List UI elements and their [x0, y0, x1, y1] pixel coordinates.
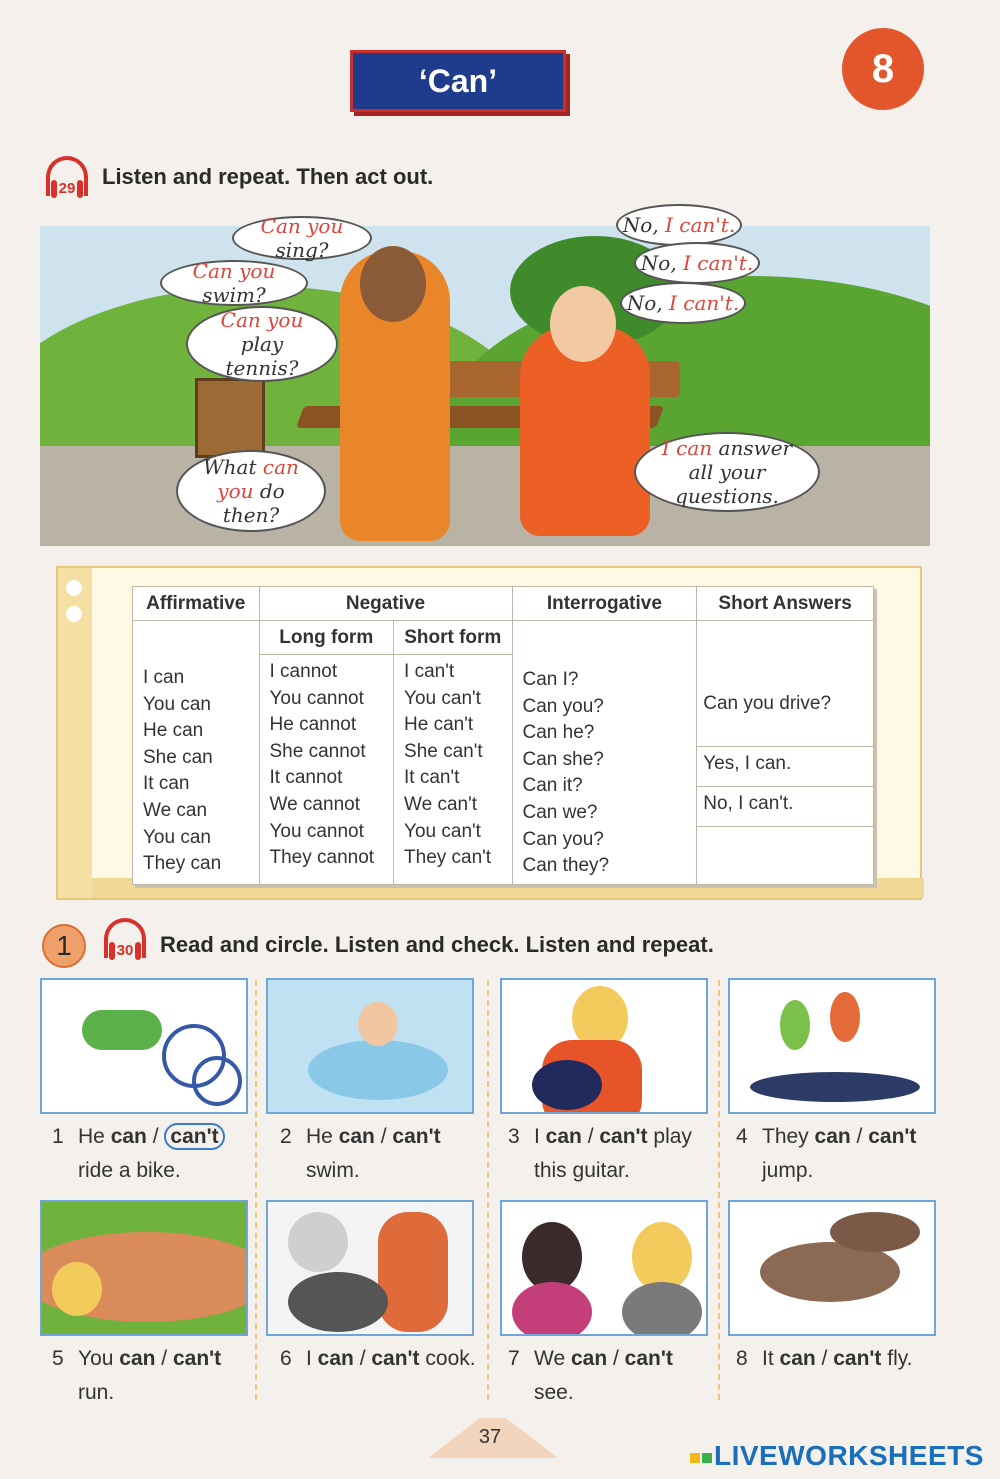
picture-cooking [266, 1200, 474, 1336]
headphones-icon[interactable] [40, 156, 94, 206]
speech-bubble-tennis: Can you play tennis? [186, 306, 338, 382]
item-6-caption: 6 I can / can't cook. [280, 1347, 476, 1370]
item-8-caption: 8 It can / can't fly. [736, 1347, 913, 1370]
short-answer-no: No, I can't. [697, 787, 873, 827]
headphones-icon[interactable] [98, 918, 152, 968]
item-2-caption: 2 He can / can't swim. [280, 1125, 441, 1182]
exercise1-instruction: Read and circle. Listen and check. Listen and repeat. [160, 932, 714, 957]
exercise-number: 1 [42, 924, 86, 968]
trash-bin-shape [195, 378, 265, 458]
header-short-answers: Short Answers [697, 587, 874, 621]
picture-blindfold [500, 1200, 708, 1336]
grammar-table [132, 586, 874, 885]
unit-number-badge: 8 [842, 28, 924, 110]
option-can[interactable]: can [570, 1347, 608, 1370]
option-can[interactable]: can [317, 1347, 354, 1370]
picture-swimming [266, 978, 474, 1114]
picture-trampoline [728, 978, 936, 1114]
option-cant-circled[interactable]: can't [164, 1123, 224, 1150]
header-interrogative: Interrogative [512, 587, 697, 621]
grammar-box [56, 566, 922, 900]
short-form-column: I can't You can't He can't She can't It can't We can't You can't They can't [394, 655, 512, 885]
option-can[interactable]: can [119, 1347, 156, 1370]
item-7-caption: 7 We can / can't see. [508, 1347, 673, 1404]
speech-bubble-answer-all: I can answer all your questions. [634, 432, 820, 512]
short-answer-yes: Yes, I can. [697, 747, 873, 787]
option-can[interactable]: can [110, 1125, 147, 1148]
speech-bubble-swim: Can you swim? [160, 260, 308, 306]
item-1-caption: 1 He can / can't ride a bike. [52, 1120, 225, 1188]
option-can[interactable]: can [338, 1125, 375, 1148]
section1-instruction: Listen and repeat. Then act out. [102, 164, 434, 189]
header-short-form: Short form [394, 621, 512, 655]
long-form-column: I cannot You cannot He cannot She cannot It cannot We cannot You cannot They cannot [259, 655, 394, 885]
speech-bubble-sing: Can you sing? [232, 216, 372, 260]
option-cant[interactable]: can't [392, 1125, 441, 1148]
audio-track-number: 29 [40, 180, 94, 198]
affirmative-column: I can You can He can She can It can We can You can They can [133, 621, 260, 885]
option-can[interactable]: can [779, 1347, 816, 1370]
item-5-caption: 5 You can / can't run. [52, 1347, 222, 1404]
page-title: ‘Can’ [350, 50, 566, 112]
interrogative-column: Can I? Can you? Can he? Can she? Can it? Can we? Can you? Can they? [512, 621, 697, 885]
liveworksheets-logo[interactable]: LIVEWORKSHEETS [690, 1440, 984, 1472]
option-cant[interactable]: can't [599, 1125, 648, 1148]
speech-bubble-no-1: No, I can't. [616, 204, 742, 246]
option-cant[interactable]: can't [868, 1125, 917, 1148]
item-3-caption: 3 I can / can't play this guitar. [508, 1125, 692, 1182]
short-answer-question: Can you drive? [697, 621, 873, 747]
option-cant[interactable]: can't [371, 1347, 420, 1370]
option-can[interactable]: can [545, 1125, 582, 1148]
picture-running [40, 1200, 248, 1336]
short-answers-column [697, 621, 874, 885]
header-long-form: Long form [259, 621, 394, 655]
speech-bubble-no-2: No, I can't. [634, 242, 760, 284]
item-4-caption: 4 They can / can't jump. [736, 1125, 917, 1182]
option-can[interactable]: can [814, 1125, 851, 1148]
page-number: 37 [478, 1426, 502, 1448]
picture-bike-fall [40, 978, 248, 1114]
option-cant[interactable]: can't [833, 1347, 882, 1370]
audio-track-number: 30 [98, 942, 152, 960]
picture-guitar [500, 978, 708, 1114]
speech-bubble-what-can-you-do: What can you do then? [176, 450, 326, 532]
option-cant[interactable]: can't [172, 1347, 222, 1370]
speech-bubble-no-3: No, I can't. [620, 282, 746, 324]
option-cant[interactable]: can't [624, 1347, 673, 1370]
picture-bird [728, 1200, 936, 1336]
header-affirmative: Affirmative [133, 587, 260, 621]
header-negative: Negative [259, 587, 512, 621]
